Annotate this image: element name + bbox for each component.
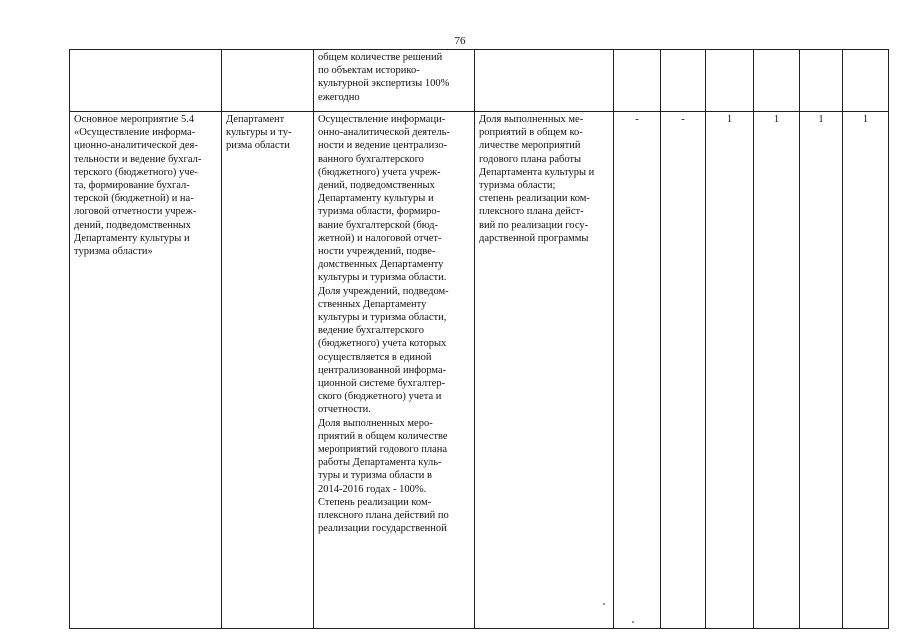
- scan-speck: [603, 603, 605, 605]
- value-cell: [800, 50, 843, 112]
- value-cell: [661, 50, 706, 112]
- value-cell: -: [614, 112, 661, 629]
- value-cell: 1: [843, 112, 889, 629]
- scan-speck: [632, 621, 634, 623]
- value-cell: 1: [706, 112, 754, 629]
- program-measures-table: [69, 49, 889, 629]
- executor-cell: [222, 50, 314, 112]
- value-cell: [706, 50, 754, 112]
- expected-result-cell: Осуществление информаци- онно-аналитической деятель- ности и ведение централизо- ванного бухгалтерского (бюджетного) учета учреж- дений, подведомственных Департаменту культуры и туризма области, формиро- вание бухгалтерской (бюд- жетной) и налоговой отчет- ности учреждений, подве- домственных Департаменту культуры и туризма области. Доля учреждений, подведом- ственных Департаменту культуры и туризма области, ведение бухгалтерского (бюджетного) учета которых осуществляется в единой централизованной информа- ционной системе бухгалтер- ского (бюджетного) учета и отчетности. Доля выполненных меро- приятий в общем количестве мероприятий годового плана работы Департамента куль- туры и туризма области в 2014-2016 годах - 100%. Степень реализации ком- плексного плана действий по реализации государственной: [314, 112, 475, 629]
- value-cell: [843, 50, 889, 112]
- indicator-link-cell: Доля выполненных ме- роприятий в общем ко- личестве мероприятий годового плана работы Департамента культуры и туризма области; степень реализации ком- плексного плана дейст- вий по реализации госу- дарственной программы: [475, 112, 614, 629]
- value-cell: [754, 50, 800, 112]
- executor-cell: Департамент культуры и ту- ризма области: [222, 112, 314, 629]
- table-row-continuation: [70, 50, 889, 112]
- measure-name-cell: [70, 50, 222, 112]
- measure-name-cell: Основное мероприятие 5.4 «Осуществление информа- ционно-аналитической дея- тельности и ведение бухгал- терского (бюджетного) уче- та, формирование бухгал- терской (бюджетной) и на- логовой отчетности учреж- дений, подведомственных Департаменту культуры и туризма области»: [70, 112, 222, 629]
- table-row-measure-5-4: [70, 112, 889, 629]
- page-number: 76: [454, 35, 466, 47]
- value-cell: -: [661, 112, 706, 629]
- value-cell: 1: [800, 112, 843, 629]
- value-cell: 1: [754, 112, 800, 629]
- expected-result-cell: общем количестве решений по объектам историко- культурной экспертизы 100% ежегодно: [314, 50, 475, 112]
- indicator-link-cell: [475, 50, 614, 112]
- value-cell: [614, 50, 661, 112]
